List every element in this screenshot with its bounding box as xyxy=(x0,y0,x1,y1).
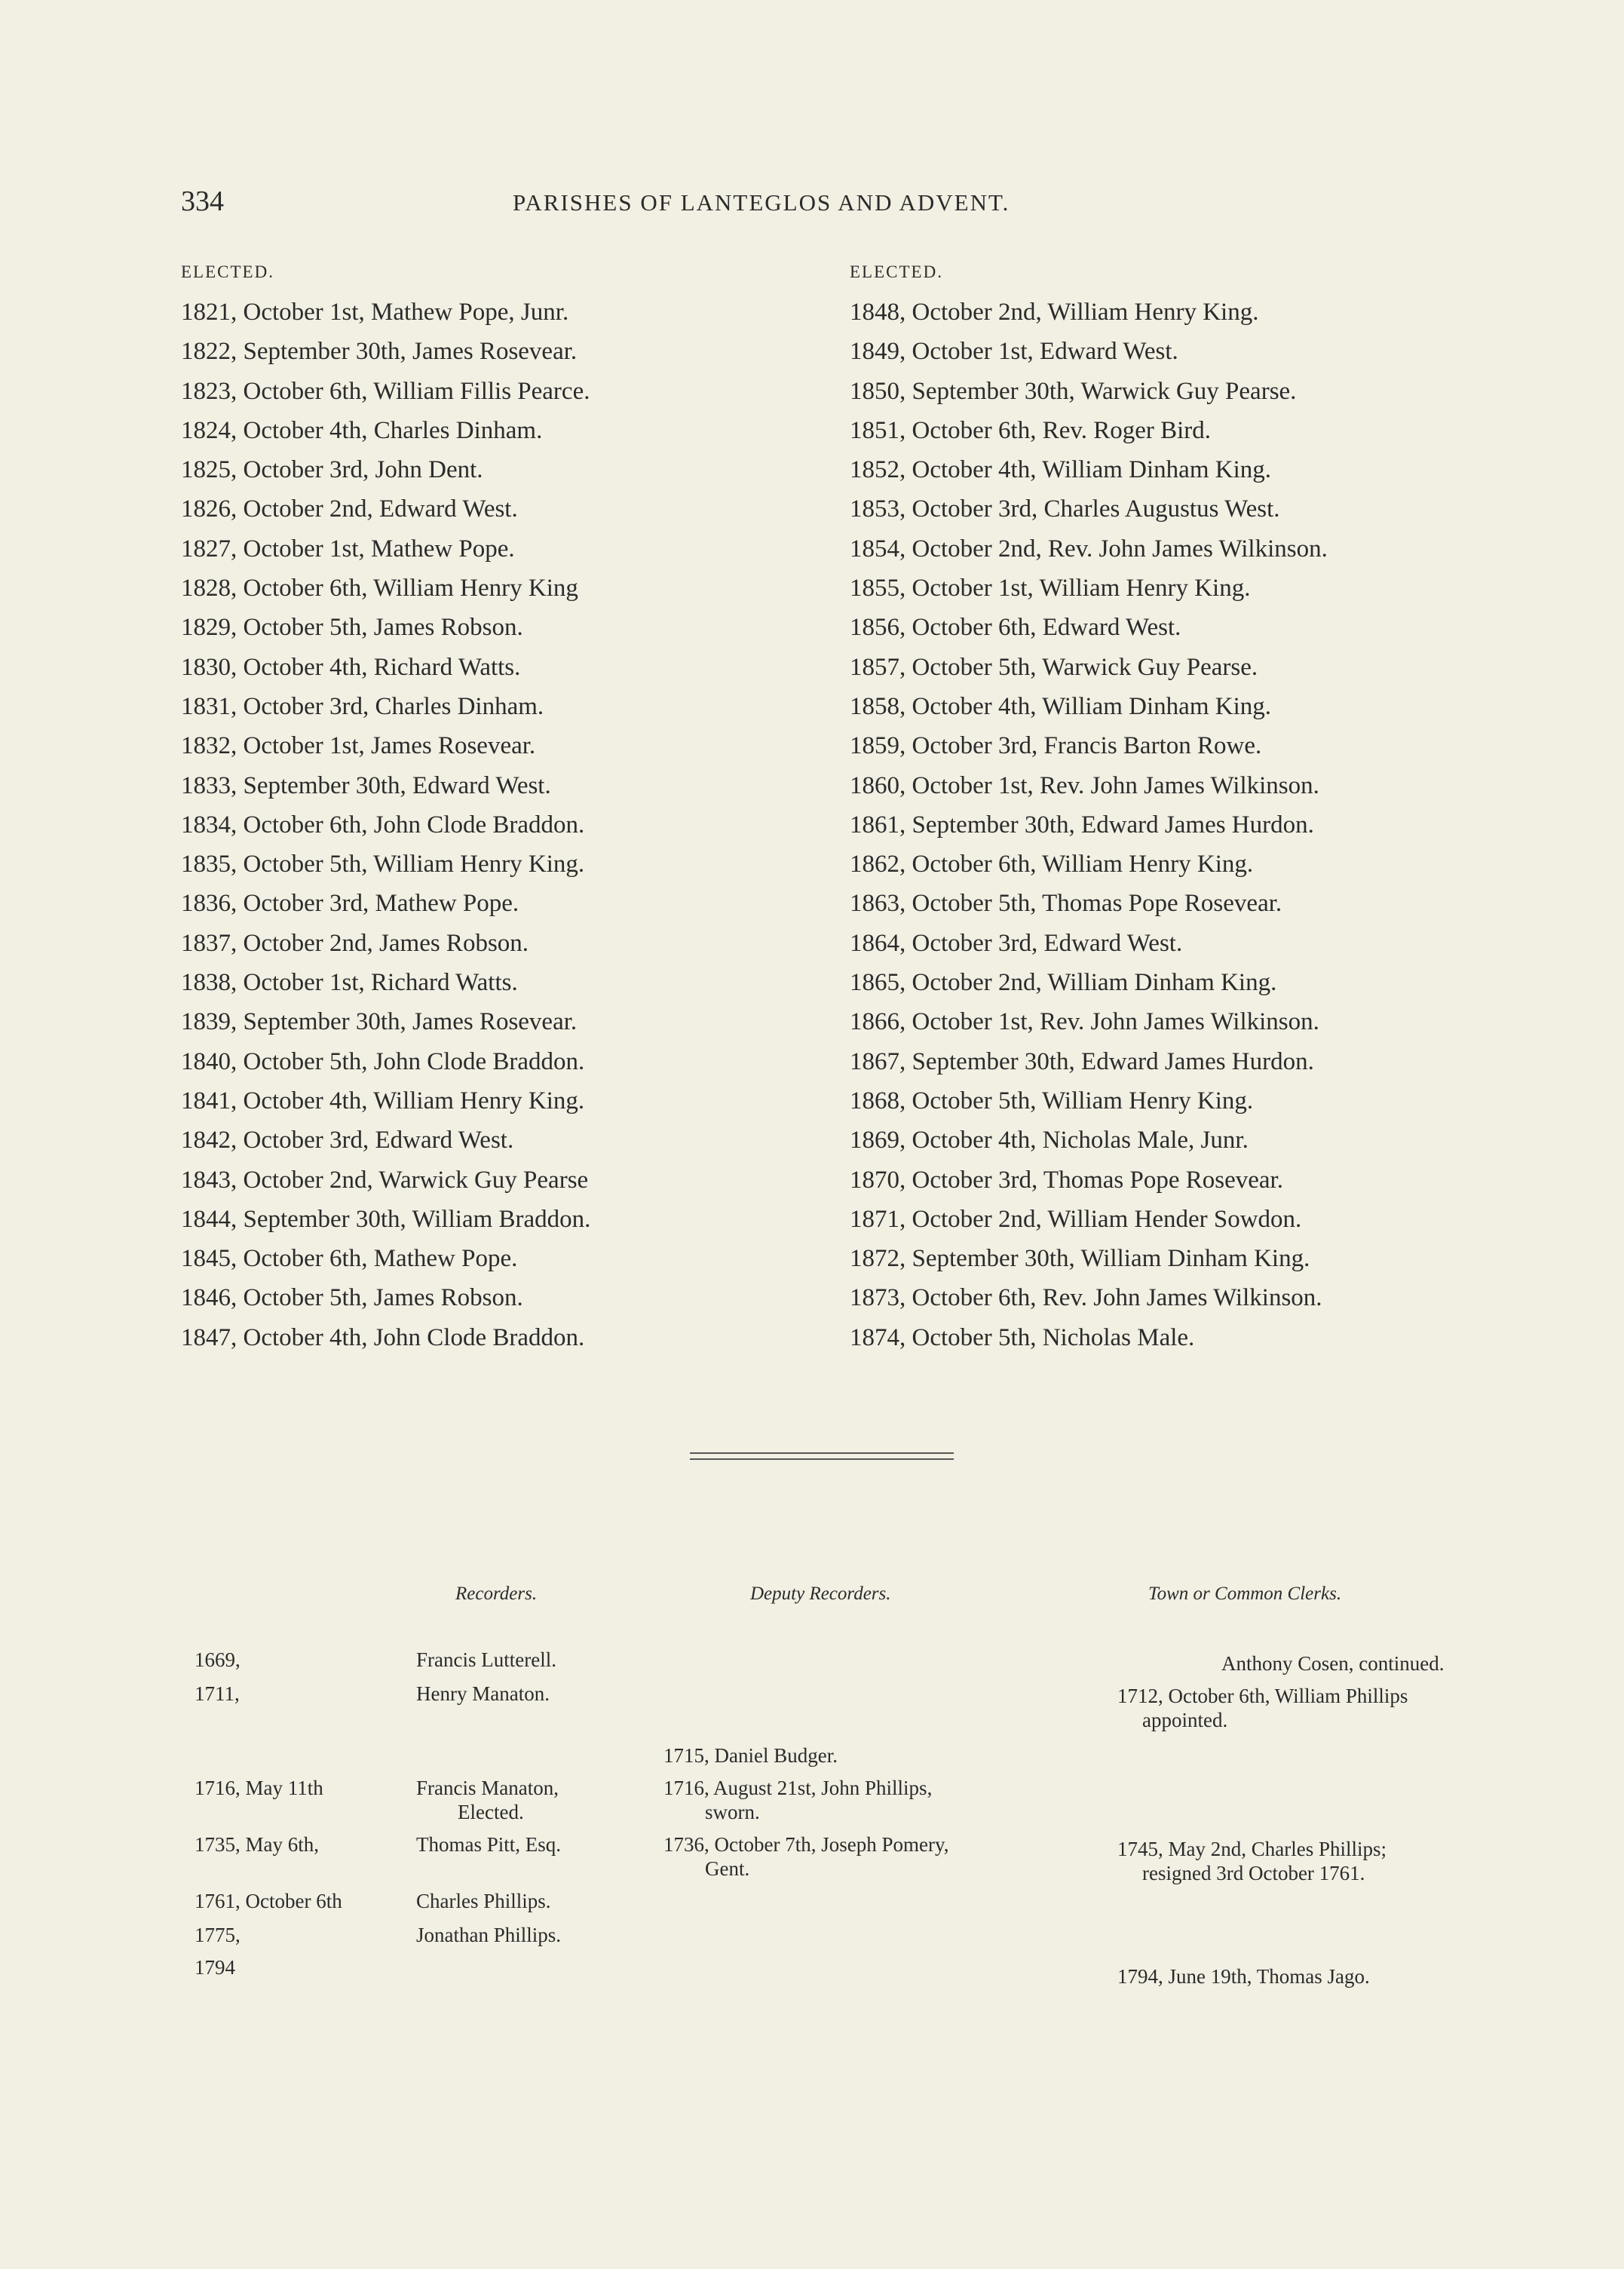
deputy-1716: 1716, August 21st, John Phillips, sworn. xyxy=(663,1777,933,1823)
page-number: 334 xyxy=(181,186,224,217)
year-1735: 1735, May 6th, xyxy=(195,1833,319,1856)
deputy-1736: 1736, October 7th, Joseph Pomery, Gent. xyxy=(663,1833,949,1880)
election-entry: 1840, October 5th, John Clode Braddon. xyxy=(181,1047,585,1075)
election-entry: 1822, September 30th, James Rosevear. xyxy=(181,338,578,366)
election-entry: 1832, October 1st, James Rosevear. xyxy=(181,732,536,760)
elected-heading: ELECTED. xyxy=(850,262,943,281)
election-entry: 1827, October 1st, Mathew Pope. xyxy=(181,535,515,563)
election-entry: 1834, October 6th, John Clode Braddon. xyxy=(181,811,585,839)
election-entry: 1825, October 3rd, John Dent. xyxy=(181,456,483,484)
recorder-1711: Henry Manaton. xyxy=(416,1682,550,1705)
election-entry: 1855, October 1st, William Henry King. xyxy=(850,575,1251,603)
election-entry: 1863, October 5th, Thomas Pope Rosevear. xyxy=(850,890,1282,918)
election-entry: 1829, October 5th, James Robson. xyxy=(181,614,523,642)
recorder-1716: Francis Manaton, Elected. xyxy=(416,1777,559,1823)
clerk-1794: 1794, June 19th, Thomas Jago. xyxy=(1117,1965,1370,1988)
election-entry: 1860, October 1st, Rev. John James Wilkinson. xyxy=(850,771,1319,799)
elected-column-left xyxy=(181,262,859,1357)
election-entry: 1845, October 6th, Mathew Pope. xyxy=(181,1245,518,1273)
deputy-recorders-header: Deputy Recorders. xyxy=(750,1584,891,1604)
clerk-1712: 1712, October 6th, William Phillips appointed. xyxy=(1117,1685,1408,1731)
election-entry: 1857, October 5th, Warwick Guy Pearse. xyxy=(850,653,1258,681)
election-entry: 1853, October 3rd, Charles Augustus West. xyxy=(850,495,1280,523)
election-entry: 1874, October 5th, Nicholas Male. xyxy=(850,1323,1195,1351)
election-entry: 1847, October 4th, John Clode Braddon. xyxy=(181,1323,585,1351)
election-entry: 1851, October 6th, Rev. Roger Bird. xyxy=(850,416,1212,444)
election-entry: 1837, October 2nd, James Robson. xyxy=(181,929,529,957)
election-entry: 1823, October 6th, William Fillis Pearce. xyxy=(181,377,590,405)
elected-list-left xyxy=(181,293,859,1357)
election-entry: 1831, October 3rd, Charles Dinham. xyxy=(181,692,544,720)
year-1761: 1761, October 6th xyxy=(195,1890,342,1912)
election-entry: 1866, October 1st, Rev. John James Wilkinson. xyxy=(850,1008,1319,1036)
page-header xyxy=(181,185,1176,222)
election-entry: 1824, October 4th, Charles Dinham. xyxy=(181,416,543,444)
recorders-header: Recorders. xyxy=(455,1584,538,1604)
election-entry: 1850, September 30th, Warwick Guy Pearse. xyxy=(850,377,1297,405)
elected-heading: ELECTED. xyxy=(181,262,274,281)
election-entry: 1849, October 1st, Edward West. xyxy=(850,338,1178,366)
recorder-1735: Thomas Pitt, Esq. xyxy=(416,1833,562,1856)
year-1716: 1716, May 11th xyxy=(195,1777,323,1799)
election-entry: 1828, October 6th, William Henry King xyxy=(181,575,578,603)
election-entry: 1864, October 3rd, Edward West. xyxy=(850,929,1183,957)
election-entry: 1835, October 5th, William Henry King. xyxy=(181,851,585,878)
election-entry: 1842, October 3rd, Edward West. xyxy=(181,1127,514,1154)
election-entry: 1867, September 30th, Edward James Hurdon. xyxy=(850,1047,1314,1075)
clerk-1745: 1745, May 2nd, Charles Phillips; resigned 3rd October 1761. xyxy=(1117,1838,1387,1884)
elected-column-right xyxy=(850,262,1528,1357)
section-divider xyxy=(690,1452,954,1464)
election-entry: 1872, September 30th, William Dinham King. xyxy=(850,1245,1310,1273)
recorder-1669: Francis Lutterell. xyxy=(416,1648,556,1671)
election-entry: 1846, October 5th, James Robson. xyxy=(181,1284,523,1312)
clerks-header: Town or Common Clerks. xyxy=(1148,1584,1342,1604)
recorder-1761: Charles Phillips. xyxy=(416,1890,551,1912)
election-entry: 1859, October 3rd, Francis Barton Rowe. xyxy=(850,732,1262,760)
election-entry: 1826, October 2nd, Edward West. xyxy=(181,495,518,523)
election-entry: 1836, October 3rd, Mathew Pope. xyxy=(181,890,519,918)
deputy-1715: 1715, Daniel Budger. xyxy=(663,1744,838,1767)
year-1794: 1794 xyxy=(195,1956,235,1979)
officials-table xyxy=(0,1568,1624,2021)
elected-list-right xyxy=(850,293,1528,1357)
election-entry: 1856, October 6th, Edward West. xyxy=(850,614,1181,642)
election-entry: 1871, October 2nd, William Hender Sowdon. xyxy=(850,1205,1302,1233)
year-1669: 1669, xyxy=(195,1648,241,1671)
election-entry: 1858, October 4th, William Dinham King. xyxy=(850,692,1271,720)
election-entry: 1868, October 5th, William Henry King. xyxy=(850,1087,1254,1115)
election-entry: 1848, October 2nd, William Henry King. xyxy=(850,299,1259,326)
election-entry: 1865, October 2nd, William Dinham King. xyxy=(850,969,1277,997)
election-entry: 1821, October 1st, Mathew Pope, Junr. xyxy=(181,299,569,326)
election-entry: 1841, October 4th, William Henry King. xyxy=(181,1087,585,1115)
election-entry: 1838, October 1st, Richard Watts. xyxy=(181,969,518,997)
year-1775: 1775, xyxy=(195,1924,241,1946)
election-entry: 1869, October 4th, Nicholas Male, Junr. xyxy=(850,1127,1249,1154)
running-title: PARISHES OF LANTEGLOS AND ADVENT. xyxy=(513,189,1010,216)
election-entry: 1861, September 30th, Edward James Hurdon. xyxy=(850,811,1314,839)
election-entry: 1873, October 6th, Rev. John James Wilkinson. xyxy=(850,1284,1322,1312)
election-entry: 1844, September 30th, William Braddon. xyxy=(181,1205,591,1233)
election-entry: 1870, October 3rd, Thomas Pope Rosevear. xyxy=(850,1166,1283,1194)
election-entry: 1843, October 2nd, Warwick Guy Pearse xyxy=(181,1166,589,1194)
election-entry: 1839, September 30th, James Rosevear. xyxy=(181,1008,578,1036)
recorder-1775: Jonathan Phillips. xyxy=(416,1924,562,1946)
election-entry: 1862, October 6th, William Henry King. xyxy=(850,851,1254,878)
clerk-1669: Anthony Cosen, continued. xyxy=(1221,1652,1445,1675)
election-entry: 1854, October 2nd, Rev. John James Wilkinson. xyxy=(850,535,1328,563)
election-entry: 1852, October 4th, William Dinham King. xyxy=(850,456,1271,484)
election-entry: 1833, September 30th, Edward West. xyxy=(181,771,551,799)
election-entry: 1830, October 4th, Richard Watts. xyxy=(181,653,521,681)
year-1711: 1711, xyxy=(195,1682,240,1705)
